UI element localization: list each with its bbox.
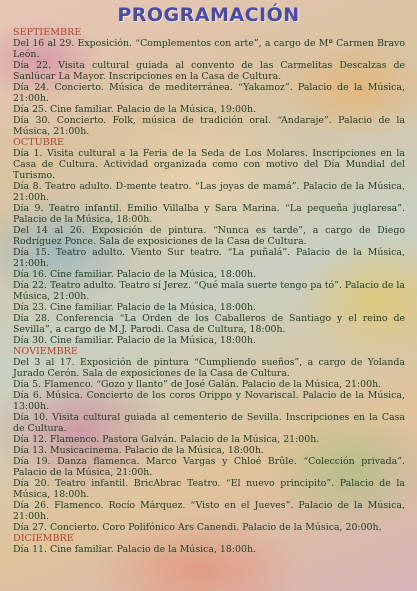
event-entry: Día 30. Concierto. Folk, música de tradición oral. “Andaraje”. Palacio de la Música, 21:00h. <box>13 115 405 137</box>
event-entry: Día 27. Concierto. Coro Polifónico Ars Canendi. Palacio de la Música, 20:00h. <box>13 522 382 533</box>
event-entry: Del 16 al 29. Exposición. “Complementos con arte”, a cargo de Mª Carmen Bravo León. <box>13 38 405 60</box>
event-entry: Día 9. Teatro infantil. Emilio Villalba y Sara Marina. “La pequeña juglaresa”. Palacio de la Música, 18:00h. <box>13 203 405 225</box>
event-entry: Día 30. Cine familiar. Palacio de la Música, 18:00h. <box>13 335 256 346</box>
event-entry: Día 5. Flamenco. “Gozo y llanto” de José Galán. Palacio de la Música, 21:00h. <box>13 379 382 390</box>
event-entry: Día 22. Teatro adulto. Teatro sí Jerez. “Qué mala suerte tengo pa tó”. Palacio de la Música, 21:00h. <box>13 280 405 302</box>
event-entry: Día 16. Cine familiar. Palacio de la Música, 18:00h. <box>13 269 256 280</box>
event-entry: Día 25. Cine familiar. Palacio de la Música, 19:00h. <box>13 104 256 115</box>
event-entry: Día 28. Conferencia “La Orden de los Caballeros de Santiago y el reino de Sevilla”, a cargo de M.J. Parodi. Casa de Cultura, 18:00h. <box>13 313 405 335</box>
event-entry: Del 14 al 26. Exposición de pintura. “Nunca es tarde”, a cargo de Diego Rodríguez Ponce. Sala de exposiciones de la Casa de Cultura. <box>13 225 405 247</box>
event-entry: Día 23. Cine familiar. Palacio de la Música, 18:00h. <box>13 302 256 313</box>
event-entry: Día 26. Flamenco. Rocío Márquez. “Visto en el Jueves”. Palacio de la Música, 21:00h. <box>13 500 405 522</box>
month-heading: DICIEMBRE <box>13 533 74 544</box>
event-entry: Día 20. Teatro infantil. BricAbrac Teatro. “El nuevo principito”. Palacio de la Música, 18:00h. <box>13 478 405 500</box>
month-heading: SEPTIEMBRE <box>13 27 82 38</box>
event-entry: Día 11. Cine familiar. Palacio de la Música, 18:00h. <box>13 544 256 555</box>
month-heading: NOVIEMBRE <box>13 346 78 357</box>
event-entry: Día 24. Concierto. Música de mediterránea. “Yakamoz”. Palacio de la Música, 21:00h. <box>13 82 405 104</box>
event-entry: Día 22. Visita cultural guiada al convento de las Carmelitas Descalzas de Sanlúcar La Mayor. Inscripciones en la Casa de Cultura. <box>13 60 405 82</box>
event-entry: Del 3 al 17. Exposición de pintura “Cumpliendo sueños”, a cargo de Yolanda Jurado Cerón. Sala de exposiciones de la Casa de Cultura. <box>13 357 405 379</box>
event-entry: Día 12. Flamenco. Pastora Galván. Palacio de la Música, 21:00h. <box>13 434 320 445</box>
event-entry: Día 8. Teatro adulto. D-mente teatro. “Las joyas de mamá”. Palacio de la Música, 21:00h. <box>13 181 405 203</box>
event-entry: Día 1. Visita cultural a la Feria de la Seda de Los Molares. Inscripciones en la Casa de Cultura. Actividad organizada como con motivo del Día Mundial del Turismo. <box>13 148 405 181</box>
event-entry: Día 13. Musicacinema. Palacio de la Música, 18:00h. <box>13 445 264 456</box>
event-entry: Día 10. Visita cultural guiada al cementerio de Sevilla. Inscripciones en la Casa de Cultura. <box>13 412 405 434</box>
event-entry: Día 6. Música. Concierto de los coros Orippo y Novariscal. Palacio de la Música, 13:00h. <box>13 390 405 412</box>
page-title: PROGRAMACIÓN <box>117 4 300 26</box>
month-heading: OCTUBRE <box>13 137 64 148</box>
event-entry: Día 19. Danza flamenca. Marco Vargas y Chloé Brûle. “Colección privada”. Palacio de la Música, 21:00h. <box>13 456 405 478</box>
programme-list <box>13 27 405 555</box>
event-entry: Día 15. Teatro adulto. Viento Sur teatro. “La puñalá”. Palacio de la Música, 21:00h. <box>13 247 405 269</box>
